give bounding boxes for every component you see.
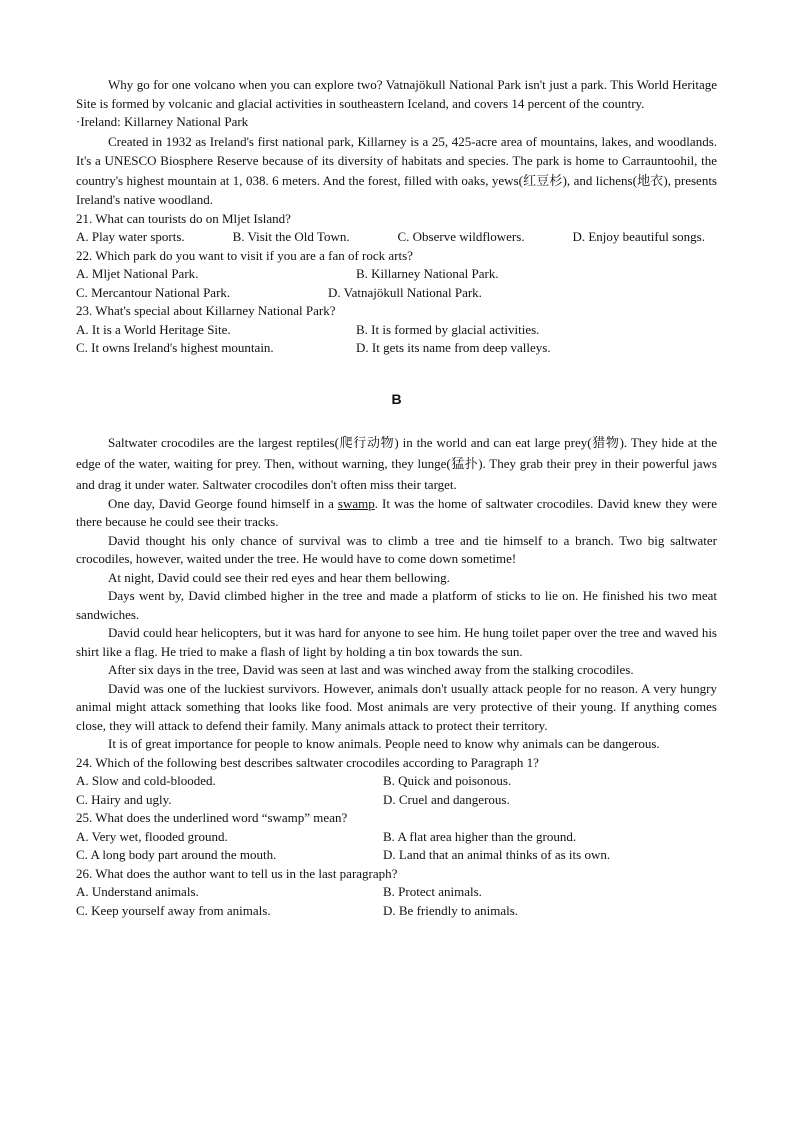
q22-option-a[interactable]: A. Mljet National Park.: [76, 266, 199, 281]
q25-option-d[interactable]: D. Land that an animal thinks of as its own.: [383, 847, 611, 862]
q24-option-d[interactable]: D. Cruel and dangerous.: [383, 791, 510, 807]
q25-option-b[interactable]: B. A flat area higher than the ground.: [383, 828, 577, 844]
q26-option-b[interactable]: B. Protect animals.: [383, 884, 482, 899]
p2-text-before: One day, David George found himself in a: [108, 495, 338, 511]
q21-option-d[interactable]: D. Enjoy beautiful songs.: [572, 229, 705, 244]
question-21-stem: 21. What can tourists do on Mljet Island?: [76, 210, 291, 226]
crocodile-paragraph-5: Days went by, David climbed higher in the tree and made a platform of sticks to lie on. He finished his two meat sandwiches.: [76, 588, 717, 622]
swamp-underlined-word: swamp: [337, 495, 375, 511]
question-25-options: [76, 828, 717, 865]
question-24-options: [76, 772, 717, 809]
q23-option-b[interactable]: B. It is formed by glacial activities.: [356, 321, 540, 337]
q22-option-c[interactable]: C. Mercantour National Park.: [76, 284, 231, 300]
question-23-options: [76, 321, 717, 358]
q25-option-a[interactable]: A. Very wet, flooded ground.: [76, 828, 228, 844]
p2-text-after: . It was the home of saltwater crocodiles. David knew they were there because he could see their tracks.: [76, 495, 717, 529]
crocodile-paragraph-4: At night, David could see their red eyes and hear them bellowing.: [108, 569, 450, 585]
crocodile-paragraph-7: After six days in the tree, David was seen at last and was winched away from the stalking crocodiles.: [108, 662, 634, 677]
crocodile-paragraph-6: David could hear helicopters, but it was hard for anyone to see him. He hung toilet paper over the tree and waved his shirt like a flag. He tried to make a flash of light by holding a tin box towards the sun.: [76, 625, 717, 659]
crocodile-paragraph-2: [76, 495, 717, 532]
q23-option-a[interactable]: A. It is a World Heritage Site.: [76, 321, 231, 337]
q24-option-c[interactable]: C. Hairy and ugly.: [76, 791, 172, 807]
q22-option-d[interactable]: D. Vatnajökull National Park.: [328, 284, 482, 300]
section-b-label: B: [391, 390, 402, 407]
worksheet-page: [76, 76, 717, 920]
q24-option-a[interactable]: A. Slow and cold-blooded.: [76, 773, 216, 788]
q26-option-a[interactable]: A. Understand animals.: [76, 884, 199, 899]
q24-option-b[interactable]: B. Quick and poisonous.: [383, 773, 512, 788]
question-22-stem: 22. Which park do you want to visit if you are a fan of rock arts?: [76, 247, 413, 263]
q25-option-c[interactable]: C. A long body part around the mouth.: [76, 847, 277, 862]
q23-option-d[interactable]: D. It gets its name from deep valleys.: [356, 340, 551, 355]
question-25-stem: 25. What does the underlined word “swamp” mean?: [76, 810, 348, 825]
question-26-stem: 26. What does the author want to tell us in the last paragraph?: [76, 865, 398, 881]
q26-option-d[interactable]: D. Be friendly to animals.: [383, 902, 519, 918]
q21-option-c[interactable]: C. Observe wildflowers.: [397, 229, 525, 244]
question-22-options: [76, 265, 717, 302]
q22-option-b[interactable]: B. Killarney National Park.: [356, 266, 499, 281]
q21-option-b[interactable]: B. Visit the Old Town.: [232, 229, 350, 244]
q23-option-c[interactable]: C. It owns Ireland's highest mountain.: [76, 340, 274, 355]
q26-option-c[interactable]: C. Keep yourself away from animals.: [76, 902, 271, 918]
q21-option-a[interactable]: A. Play water sports.: [76, 229, 185, 244]
question-21-options: [76, 228, 717, 247]
killarney-paragraph: Created in 1932 as Ireland's first national park, Killarney is a 25, 425-acre area of mountains, lakes, and woodlands. It's a UNESCO Biosphere Reserve because of its diversity of habitats and species. The park is home to Carrauntoohil, the country's highest mountain at 1, 038. 6 meters. And the forest, filled with oaks, yews(红豆杉), and lichens(地衣), presents Ireland's native woodland.: [76, 133, 717, 207]
vatnajokull-paragraph: Why go for one volcano when you can explore two? Vatnajökull National Park isn't just a park. This World Heritage Site is formed by volcanic and glacial activities in southeastern Iceland, and covers 14 percent of the country.: [76, 77, 717, 111]
question-23-stem: 23. What's special about Killarney National Park?: [76, 303, 336, 318]
crocodile-paragraph-3: David thought his only chance of survival was to climb a tree and tie himself to a branch. Two big saltwater crocodiles, however, waited under the tree. He would have to come down sometime!: [76, 532, 717, 566]
question-24-stem: 24. Which of the following best describes saltwater crocodiles according to Paragraph 1?: [76, 754, 539, 770]
crocodile-paragraph-8: David was one of the luckiest survivors. However, animals don't usually attack people for no reason. A very hungry animal might attack something that looks like food. Most animals are very protective of their young. If anything comes close, they will attack to defend their family. Many animals attack to protect their territory.: [76, 680, 717, 733]
crocodile-paragraph-9: It is of great importance for people to know animals. People need to know why animals can be dangerous.: [108, 736, 660, 751]
ireland-heading: ·Ireland: Killarney National Park: [76, 114, 249, 129]
crocodile-paragraph-1: Saltwater crocodiles are the largest reptiles(爬行动物) in the world and can eat large prey(猎物). They hide at the edge of the water, waiting for prey. Then, without warning, they lunge(猛扑). They grab their prey in their powerful jaws and drag it under water. Saltwater crocodiles don't often miss their target.: [76, 434, 717, 492]
question-26-options: [76, 883, 717, 920]
